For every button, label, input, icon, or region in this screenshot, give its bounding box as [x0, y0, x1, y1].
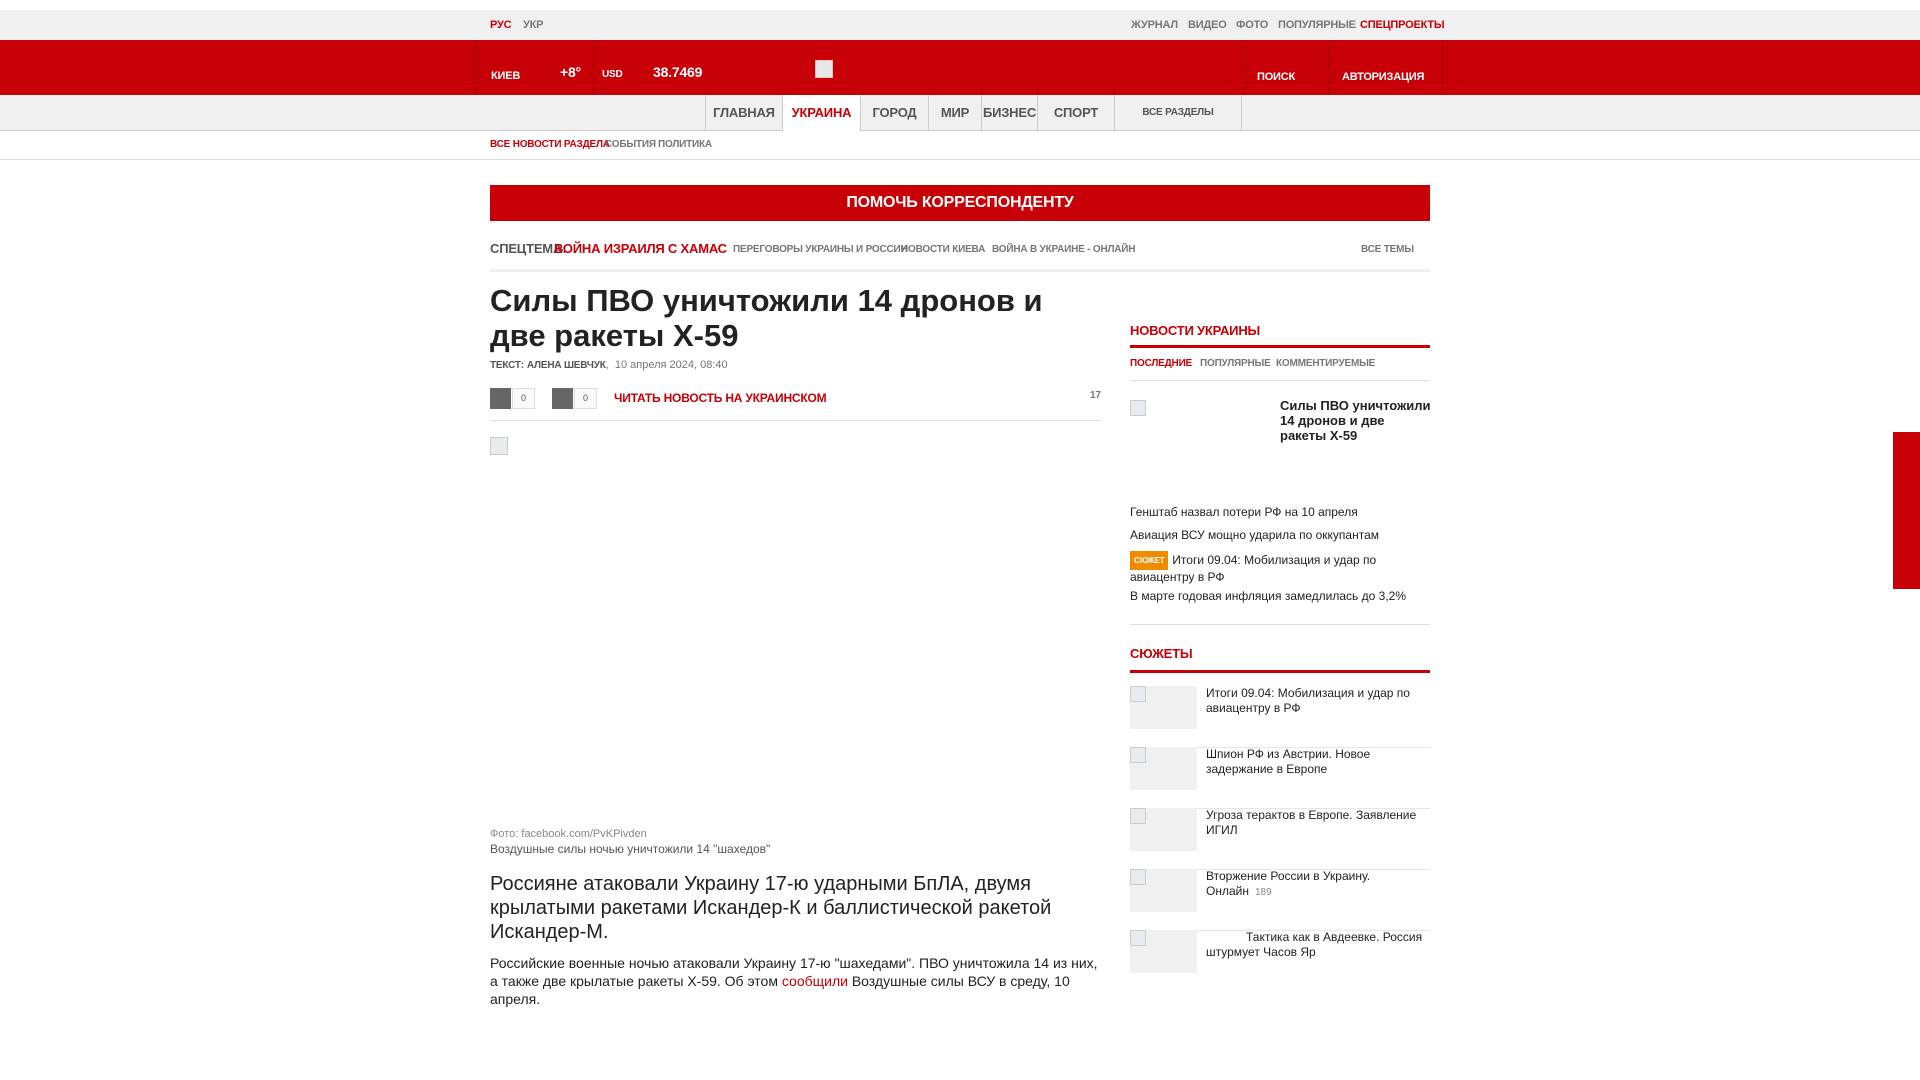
menu-journal[interactable]: ЖУРНАЛ — [1131, 19, 1178, 31]
story-title[interactable] — [1206, 869, 1426, 900]
lang-ua-link[interactable]: УКР — [523, 19, 544, 31]
story-badge: СЮЖЕТ — [1130, 551, 1168, 570]
image-icon — [1130, 930, 1146, 946]
ukraine-news-heading[interactable]: НОВОСТИ УКРАИНЫ — [1130, 323, 1261, 338]
weather-city[interactable]: КИЕВ — [491, 70, 521, 82]
story-title-text[interactable]: Вторжение России в Украину. Онлайн — [1206, 869, 1371, 898]
lang-ru-link[interactable]: РУС — [490, 19, 512, 31]
menu-specprojects[interactable]: СПЕЦПРОЕКТЫ — [1360, 19, 1445, 31]
theme-link-war-online[interactable]: ВОЙНА В УКРАИНЕ - ОНЛАЙН — [992, 244, 1136, 255]
divider — [490, 420, 1100, 421]
divider — [1130, 670, 1430, 673]
body-text: Российские военные ночью атаковали Украину 17-ю "шахедами". ПВО уничтожила 14 из них, а также две крылатые ракеты Х-59. Об этом — [490, 955, 1098, 989]
weather-temp: +8° — [560, 64, 581, 80]
nav-item-sport[interactable]: СПОРТ — [1053, 105, 1099, 120]
article-title: Силы ПВО уничтожили 14 дронов и две ракеты Х-59 — [490, 283, 1043, 353]
menu-popular[interactable]: ПОПУЛЯРНЫЕ — [1278, 19, 1356, 31]
article-body — [490, 954, 1100, 1008]
featured-news-image[interactable] — [1130, 400, 1146, 416]
divider — [1130, 345, 1430, 348]
divider — [593, 40, 594, 95]
tab-commented[interactable]: КОММЕНТИРУЕМЫЕ — [1276, 358, 1376, 369]
subnav-all-news[interactable]: ВСЕ НОВОСТИ РАЗДЕЛА — [490, 139, 610, 150]
story-item[interactable] — [1130, 686, 1430, 748]
comment-count: 189 — [1254, 887, 1272, 898]
story-thumbnail[interactable] — [1130, 747, 1197, 790]
nav-item-world[interactable]: МИР — [940, 105, 970, 120]
site-logo-image[interactable] — [815, 60, 833, 78]
help-correspondent-button[interactable]: ПОМОЧЬ КОРРЕСПОНДЕНТУ — [490, 185, 1430, 221]
stories-heading[interactable]: СЮЖЕТЫ — [1130, 646, 1193, 661]
side-feedback-tab[interactable] — [1893, 432, 1920, 589]
tab-popular[interactable]: ПОПУЛЯРНЫЕ — [1200, 358, 1271, 369]
story-item[interactable] — [1130, 869, 1430, 931]
story-thumbnail[interactable] — [1130, 808, 1197, 851]
divider — [1130, 624, 1430, 625]
divider — [1328, 40, 1329, 95]
read-in-ukrainian-link[interactable]: ЧИТАТЬ НОВОСТЬ НА УКРАИНСКОМ — [614, 391, 827, 405]
body-text: Воздушные силы ВСУ в среду, 10 апреля. — [490, 973, 1070, 1007]
nav-item-city[interactable]: ГОРОД — [872, 105, 917, 120]
story-thumbnail[interactable] — [1130, 930, 1197, 973]
image-icon — [1130, 869, 1146, 885]
subnav-events[interactable]: СОБЫТИЯ — [605, 139, 656, 150]
story-thumbnail[interactable] — [1130, 869, 1197, 912]
main-nav — [0, 95, 1920, 131]
auth-link[interactable]: АВТОРИЗАЦИЯ — [1342, 71, 1425, 83]
story-item[interactable] — [1130, 747, 1430, 809]
divider — [1241, 95, 1242, 130]
article-date: 10 апреля 2024, 08:40 — [614, 359, 728, 371]
story-title[interactable]: Итоги 09.04: Мобилизация и удар по авиацентру в РФ — [1206, 686, 1410, 715]
news-item[interactable] — [1130, 551, 1435, 585]
divider — [476, 40, 477, 95]
news-item[interactable]: В марте годовая инфляция замедлилась до 3,2% — [1130, 589, 1406, 603]
divider — [1243, 40, 1244, 95]
share-count: 0 — [512, 388, 535, 409]
story-title[interactable]: Тактика как в Авдеевке. Россия штурмует Часов Яр — [1206, 930, 1423, 959]
image-icon — [1130, 808, 1146, 824]
nav-item-ukraine[interactable]: УКРАИНА — [783, 95, 860, 131]
story-title[interactable]: Угроза терактов в Европе. Заявление ИГИЛ — [1206, 808, 1417, 837]
story-item[interactable] — [1130, 930, 1430, 991]
image-icon — [1130, 747, 1146, 763]
article-byline: ТЕКСТ: АЛЕНА ШЕВЧУК, 10 апреля 2024, 08:40 — [490, 359, 728, 371]
theme-link-negotiations[interactable]: ПЕРЕГОВОРЫ УКРАИНЫ И РОССИИ — [733, 244, 908, 255]
menu-video[interactable]: ВИДЕО — [1188, 19, 1227, 31]
article-image — [490, 437, 508, 455]
special-theme-label: СПЕЦТЕМА: — [490, 241, 567, 256]
views-count: 17 — [1090, 390, 1101, 401]
theme-link-kyiv-news[interactable]: НОВОСТИ КИЕВА — [901, 244, 986, 255]
currency-label[interactable]: USD — [602, 69, 623, 80]
section-subnav — [0, 131, 1920, 160]
news-item-title[interactable]: Итоги 09.04: Мобилизация и удар по авиацентру в РФ — [1130, 553, 1377, 584]
themes-bar — [490, 239, 1430, 272]
featured-news-title[interactable]: Силы ПВО уничтожили 14 дронов и две ракеты Х-59 — [1280, 398, 1431, 443]
source-link[interactable]: сообщили — [781, 973, 848, 989]
special-theme-link[interactable]: ВОЙНА ИЗРАИЛЯ С ХАМАС — [554, 241, 727, 256]
byline-label: ТЕКСТ: — [490, 360, 524, 371]
divider — [1442, 40, 1443, 95]
image-icon — [1130, 686, 1146, 702]
menu-photo[interactable]: ФОТО — [1236, 19, 1269, 31]
nav-all-sections[interactable]: ВСЕ РАЗДЕЛЫ — [1142, 107, 1214, 118]
tab-latest[interactable]: ПОСЛЕДНИЕ — [1130, 358, 1193, 369]
all-themes-link[interactable]: ВСЕ ТЕМЫ — [1361, 244, 1414, 255]
currency-rate: 38.7469 — [653, 64, 703, 80]
subnav-politics[interactable]: ПОЛИТИКА — [658, 139, 712, 150]
telegram-icon[interactable] — [552, 388, 573, 409]
top-bar — [0, 10, 1920, 41]
story-thumbnail[interactable] — [1130, 686, 1197, 729]
article-lead: Россияне атаковали Украину 17-ю ударными БпЛА, двумя крылатыми ракетами Искандер-К и баллистической ракетой Искандер-М. — [490, 873, 1052, 943]
nav-item-business[interactable]: БИЗНЕС — [982, 105, 1037, 120]
divider — [1130, 380, 1430, 381]
facebook-icon[interactable] — [490, 388, 511, 409]
news-item[interactable]: Авиация ВСУ мощно ударила по оккупантам — [1130, 528, 1379, 542]
header-bar — [0, 40, 1920, 95]
nav-item-main[interactable]: ГЛАВНАЯ — [713, 105, 775, 120]
share-count: 0 — [574, 388, 597, 409]
story-title[interactable]: Шпион РФ из Австрии. Новое задержание в Европе — [1206, 747, 1371, 776]
photo-credit: Фото: facebook.com/PvKPivden — [490, 828, 647, 840]
story-item[interactable] — [1130, 808, 1430, 870]
news-item[interactable]: Генштаб назвал потери РФ на 10 апреля — [1130, 505, 1358, 519]
author-link[interactable]: АЛЕНА ШЕВЧУК — [526, 360, 606, 371]
photo-caption: Воздушные силы ночью уничтожили 14 "шахедов" — [490, 842, 771, 856]
search-link[interactable]: ПОИСК — [1257, 71, 1296, 83]
